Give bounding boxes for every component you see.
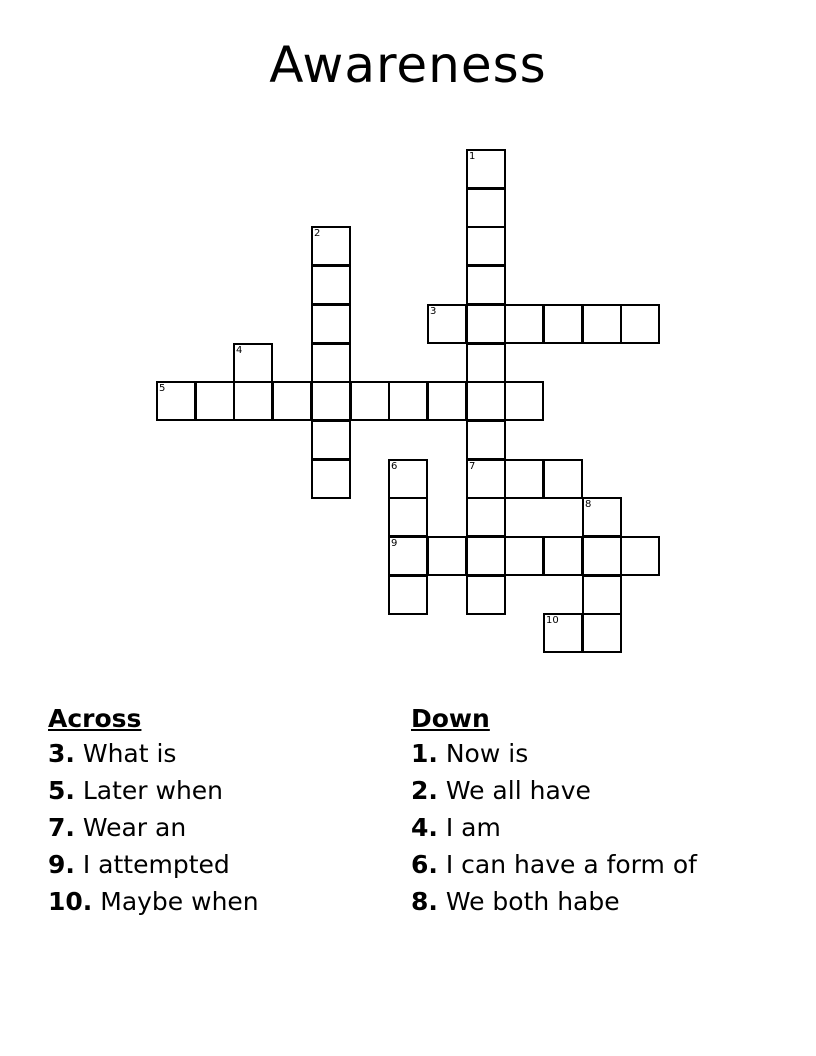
page-title: Awareness xyxy=(269,36,547,94)
clue-text: What is xyxy=(74,739,177,768)
grid-cell[interactable] xyxy=(466,188,506,228)
cell-number: 9 xyxy=(391,538,398,549)
grid-cell[interactable] xyxy=(620,536,660,576)
grid-cell[interactable] xyxy=(233,381,273,421)
clue-number: 7. xyxy=(48,813,75,842)
clue-number: 1. xyxy=(411,739,438,768)
cell-number: 10 xyxy=(546,615,559,626)
grid-cell[interactable] xyxy=(582,536,622,576)
grid-cell[interactable] xyxy=(311,381,351,421)
grid-cell[interactable] xyxy=(311,265,351,305)
grid-cell[interactable] xyxy=(466,343,506,383)
grid-cell[interactable] xyxy=(466,536,506,576)
grid-cell[interactable] xyxy=(311,226,351,266)
clue-across-10 xyxy=(48,883,259,920)
grid-cell[interactable] xyxy=(543,536,583,576)
grid-cell[interactable] xyxy=(582,575,622,615)
grid-cell[interactable] xyxy=(272,381,312,421)
clue-number: 10. xyxy=(48,887,93,916)
clue-across-9 xyxy=(48,846,259,883)
cell-number: 3 xyxy=(430,306,437,317)
clue-text: Wear an xyxy=(74,813,187,842)
across-heading: Across xyxy=(48,704,142,733)
grid-cell[interactable] xyxy=(466,265,506,305)
grid-cell[interactable] xyxy=(466,575,506,615)
grid-cell[interactable] xyxy=(504,459,544,499)
grid-cell[interactable] xyxy=(311,304,351,344)
clue-text: We all have xyxy=(437,776,591,805)
grid-cell[interactable] xyxy=(427,381,467,421)
grid-cell[interactable] xyxy=(427,304,467,344)
clue-text: Later when xyxy=(74,776,224,805)
grid-cell[interactable] xyxy=(466,497,506,537)
cell-number: 1 xyxy=(469,151,476,162)
grid-cell[interactable] xyxy=(543,304,583,344)
clue-text: I attempted xyxy=(74,850,230,879)
clue-number: 6. xyxy=(411,850,438,879)
grid-cell[interactable] xyxy=(466,304,506,344)
clue-across-5 xyxy=(48,772,259,809)
grid-cell[interactable] xyxy=(388,381,428,421)
cell-number: 4 xyxy=(236,345,243,356)
down-clues xyxy=(411,700,697,920)
clue-number: 5. xyxy=(48,776,75,805)
clue-text: Maybe when xyxy=(92,887,259,916)
clue-text: We both habe xyxy=(437,887,620,916)
grid-cell[interactable] xyxy=(620,304,660,344)
clue-number: 4. xyxy=(411,813,438,842)
cell-number: 5 xyxy=(159,383,166,394)
clue-text: Now is xyxy=(437,739,529,768)
clue-across-7 xyxy=(48,809,259,846)
clue-across-3 xyxy=(48,735,259,772)
cell-number: 2 xyxy=(314,228,321,239)
across-clues xyxy=(48,700,259,920)
grid-cell[interactable] xyxy=(582,497,622,537)
grid-cell[interactable] xyxy=(350,381,390,421)
clue-number: 3. xyxy=(48,739,75,768)
grid-cell[interactable] xyxy=(466,226,506,266)
grid-cell[interactable] xyxy=(504,304,544,344)
grid-cell[interactable] xyxy=(466,381,506,421)
grid-cell[interactable] xyxy=(311,420,351,460)
clue-down-6 xyxy=(411,846,697,883)
grid-cell[interactable] xyxy=(543,613,583,653)
grid-cell[interactable] xyxy=(156,381,196,421)
cell-number: 6 xyxy=(391,461,398,472)
grid-cell[interactable] xyxy=(582,613,622,653)
grid-cell[interactable] xyxy=(466,459,506,499)
clue-number: 8. xyxy=(411,887,438,916)
clue-down-2 xyxy=(411,772,697,809)
grid-cell[interactable] xyxy=(388,575,428,615)
grid-cell[interactable] xyxy=(543,459,583,499)
grid-cell[interactable] xyxy=(466,149,506,189)
grid-cell[interactable] xyxy=(195,381,235,421)
clue-down-1 xyxy=(411,735,697,772)
clue-down-8 xyxy=(411,883,697,920)
grid-cell[interactable] xyxy=(311,459,351,499)
grid-cell[interactable] xyxy=(427,536,467,576)
grid-cell[interactable] xyxy=(388,459,428,499)
grid-cell[interactable] xyxy=(311,343,351,383)
clue-number: 2. xyxy=(411,776,438,805)
clue-text: I am xyxy=(437,813,501,842)
grid-cell[interactable] xyxy=(504,381,544,421)
grid-cell[interactable] xyxy=(504,536,544,576)
grid-cell[interactable] xyxy=(466,420,506,460)
grid-cell[interactable] xyxy=(388,536,428,576)
clue-down-4 xyxy=(411,809,697,846)
cell-number: 7 xyxy=(469,461,476,472)
down-heading: Down xyxy=(411,704,490,733)
clue-number: 9. xyxy=(48,850,75,879)
cell-number: 8 xyxy=(585,499,592,510)
grid-cell[interactable] xyxy=(582,304,622,344)
grid-cell[interactable] xyxy=(233,343,273,383)
grid-cell[interactable] xyxy=(388,497,428,537)
clue-text: I can have a form of xyxy=(437,850,697,879)
